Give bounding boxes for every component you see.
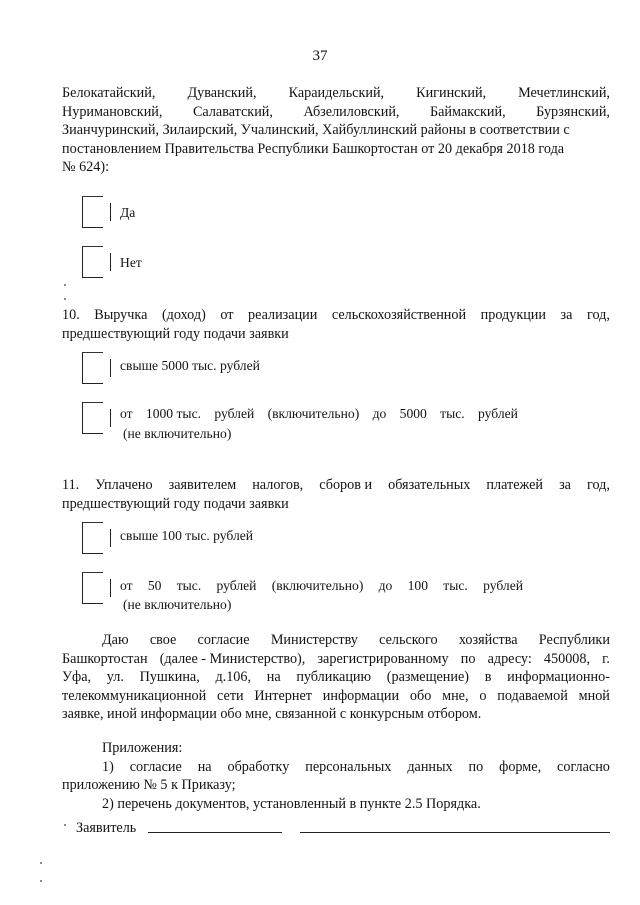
consent-word: сети <box>217 687 244 704</box>
attachment-word: согласно <box>557 758 610 775</box>
attachment-word: данных <box>407 758 453 775</box>
consent-word: Уфа, <box>62 669 92 685</box>
intro-word: Кигинский, <box>416 85 487 101</box>
consent-word: подаваемой <box>497 687 568 704</box>
signature-label: Заявитель <box>76 820 137 836</box>
attachment-word: по <box>468 758 484 775</box>
q10-word: сельскохозяйственной <box>331 307 467 323</box>
q11-opt2-word: до <box>378 578 393 593</box>
q11-word: 11. <box>62 477 80 493</box>
q11-word: год, <box>587 477 610 493</box>
intro-line-5 <box>62 158 610 177</box>
q11-opt2-word: 100 <box>407 578 429 593</box>
q11-word: заявителем <box>168 477 237 493</box>
intro-word: Баймакский, <box>429 103 506 120</box>
q10-word: Выручка <box>94 307 148 323</box>
q10-word: от <box>220 307 234 323</box>
consent-line-3 <box>62 668 610 687</box>
q10-opt2-word: от <box>120 406 133 421</box>
consent-word: Интернет <box>254 687 312 704</box>
consent-line-5 <box>62 705 610 724</box>
intro-word: Бурзянский, <box>536 103 610 120</box>
consent-line-2 <box>62 650 610 669</box>
attachments-item-1-line-1 <box>62 758 610 777</box>
checkbox-q11-50-100[interactable] <box>82 572 103 604</box>
q11-word: платежей <box>486 477 544 493</box>
consent-word: по <box>460 650 476 667</box>
q11-opt2-word: тыс. <box>443 578 468 593</box>
q10-word: за <box>560 307 573 323</box>
consent-word: хозяйства <box>458 632 518 648</box>
intro-line-1 <box>62 84 610 103</box>
q11-word: налогов, <box>252 477 304 493</box>
consent-word: сельского <box>379 632 438 648</box>
scan-speck <box>40 862 42 864</box>
consent-word: телекоммуникационной <box>62 687 207 704</box>
attachment-word: приложению № 5 к Приказу; <box>62 777 236 793</box>
signature-name-field[interactable] <box>300 832 610 833</box>
checkbox-no[interactable] <box>82 246 103 278</box>
q11-text <box>62 476 610 513</box>
q11-word: Уплачено <box>95 477 153 493</box>
consent-word: информации <box>322 687 400 704</box>
q11-line-1 <box>62 476 610 495</box>
q11-opt2-word: тыс. <box>176 578 202 593</box>
consent-word: Министерству <box>270 632 358 648</box>
attachment-word: форме, <box>499 758 542 775</box>
q11-opt2-word: 50 <box>147 578 162 593</box>
q11-word: сборов и <box>319 477 373 493</box>
scan-speck <box>64 824 66 826</box>
consent-word: (далее - Министерство), <box>159 650 306 667</box>
consent-word: Башкортостан <box>62 650 148 667</box>
q11-option-2-label-line-2: (не включительно) <box>123 597 232 612</box>
consent-word: г. <box>602 650 610 667</box>
scan-speck <box>40 880 42 882</box>
intro-word: Абзелиловский, <box>303 103 400 120</box>
attachments-title <box>62 739 610 758</box>
attachment-word: обработку <box>227 758 290 775</box>
intro-word: № 624): <box>62 159 110 175</box>
q11-word: обязательных <box>388 477 471 493</box>
q10-opt2-word: до <box>372 406 387 421</box>
q10-option-2-label <box>120 405 518 423</box>
checkbox-q11-over-100[interactable] <box>82 522 103 554</box>
q10-option-1-label: свыше 5000 тыс. рублей <box>120 358 260 373</box>
intro-line-3 <box>62 121 610 140</box>
consent-word: информационно- <box>507 669 610 685</box>
consent-word: свое <box>149 632 177 648</box>
consent-word: о <box>479 687 487 704</box>
q11-word: за <box>559 477 571 493</box>
consent-word: публикацию <box>296 669 372 685</box>
q10-opt2-word: рублей <box>214 406 255 421</box>
intro-word: постановлением Правительства Республики Башкортостан от 20 декабря 2018 года <box>62 140 565 157</box>
q11-opt2-word: рублей <box>216 578 257 593</box>
q10-opt2-word: 1000 тыс. <box>145 406 201 421</box>
scan-speck <box>64 284 66 286</box>
q10-text <box>62 306 610 343</box>
intro-paragraph <box>62 84 610 177</box>
checkbox-q10-over-5000[interactable] <box>82 352 103 384</box>
q10-opt2-word: тыс. <box>440 406 465 421</box>
option-no-label: Нет <box>120 255 142 270</box>
intro-word: Дуванский, <box>187 85 257 101</box>
q10-word: реализации <box>248 307 318 323</box>
consent-line-1 <box>62 631 610 650</box>
attachment-word: на <box>197 758 212 775</box>
signature-field[interactable] <box>148 832 282 833</box>
checkbox-q10-1000-5000[interactable] <box>82 402 103 434</box>
intro-word: Караидельский, <box>288 85 385 101</box>
consent-line-4 <box>62 687 610 706</box>
consent-word: Даю <box>102 632 129 648</box>
attachments-title-text: Приложения: <box>102 740 183 756</box>
consent-word: адресу: <box>487 650 532 667</box>
consent-word: Пушкина, <box>139 669 200 685</box>
consent-paragraph <box>62 631 610 724</box>
q10-line-1 <box>62 306 610 325</box>
consent-word: мной <box>578 687 610 704</box>
q10-opt2-word: (включительно) <box>267 406 360 421</box>
consent-word: 450008, <box>543 650 591 667</box>
q11-word: предшествующий году подачи заявки <box>62 495 289 512</box>
intro-word: Мечетлинский, <box>518 85 610 101</box>
q10-word: 10. <box>62 307 80 323</box>
intro-word: Нуримановский, <box>62 103 163 120</box>
q10-option-2-label-line-2: (не включительно) <box>123 426 232 441</box>
consent-word: мне, <box>442 687 469 704</box>
attachment-word: персональных <box>305 758 392 775</box>
q10-word: продукции <box>480 307 546 323</box>
intro-line-4 <box>62 140 610 159</box>
q10-word: (доход) <box>161 307 206 323</box>
consent-word: Республики <box>538 632 610 648</box>
attachment-word: согласие <box>129 758 182 775</box>
q11-option-1-label: свыше 100 тыс. рублей <box>120 528 254 543</box>
intro-word: Белокатайский, <box>62 85 156 101</box>
option-yes-label: Да <box>120 205 136 220</box>
consent-word: на <box>266 669 281 685</box>
q11-line-2 <box>62 495 610 514</box>
q10-opt2-word: рублей <box>478 406 518 421</box>
q10-word: год, <box>587 307 610 323</box>
intro-line-2 <box>62 103 610 122</box>
attachments-item-2 <box>62 795 610 814</box>
attachments-item-1-line-2 <box>62 776 610 795</box>
checkbox-yes[interactable] <box>82 196 103 228</box>
q10-word: предшествующий году подачи заявки <box>62 325 289 342</box>
q11-option-2-label <box>120 577 523 595</box>
q11-opt2-word: (включительно) <box>271 578 364 593</box>
attachment-word: 2) перечень документов, установленный в пункте 2.5 Порядка. <box>102 795 481 812</box>
consent-word: обо <box>409 687 432 704</box>
intro-word: Зианчуринский, Зилаирский, Учалинский, Хайбуллинский районы в соответствии с <box>62 122 570 138</box>
consent-word: д.106, <box>215 669 252 685</box>
consent-word: ул. <box>106 669 124 685</box>
scan-speck <box>64 298 66 300</box>
intro-word: Салаватский, <box>192 103 273 120</box>
q10-line-2 <box>62 325 610 344</box>
q11-opt2-word: от <box>120 578 133 593</box>
attachment-word: 1) <box>102 758 114 775</box>
q11-opt2-word: рублей <box>483 578 523 593</box>
consent-word: в <box>484 669 492 685</box>
consent-word: (размещение) <box>386 669 470 685</box>
attachments-block <box>62 739 610 813</box>
consent-word: заявке, иной информации обо мне, связанной с конкурсным отбором. <box>62 706 482 722</box>
page-number: 37 <box>312 48 328 64</box>
consent-word: согласие <box>197 632 250 648</box>
consent-word: зарегистрированному <box>317 650 449 667</box>
q10-opt2-word: 5000 <box>399 406 427 421</box>
